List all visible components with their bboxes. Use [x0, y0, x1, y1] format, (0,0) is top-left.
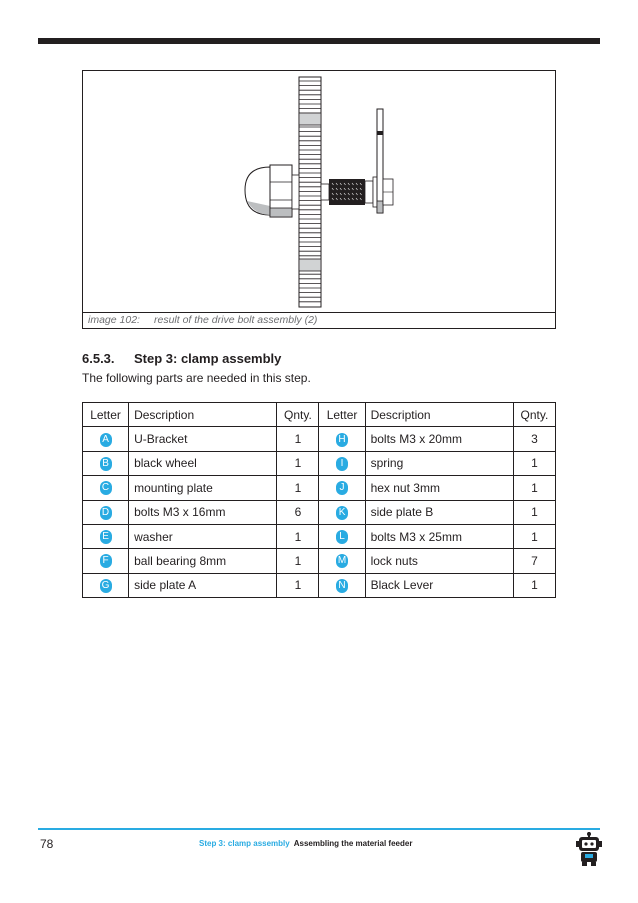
part-quantity: 1	[277, 476, 319, 500]
part-description: U-Bracket	[129, 427, 277, 451]
table-row	[83, 500, 556, 524]
part-quantity: 1	[513, 573, 555, 597]
section-heading	[82, 351, 281, 366]
part-letter-badge: G	[100, 579, 112, 593]
part-letter-badge: J	[336, 481, 348, 495]
part-letter-badge: D	[100, 506, 112, 520]
footer-rule	[38, 828, 600, 830]
footer-section: Step 3: clamp assembly	[199, 839, 290, 848]
figure	[82, 70, 556, 329]
part-quantity: 3	[513, 427, 555, 451]
part-quantity: 1	[513, 476, 555, 500]
robot-logo-icon	[575, 832, 603, 866]
header-description: Description	[129, 403, 277, 427]
part-description: hex nut 3mm	[365, 476, 513, 500]
part-description: side plate A	[129, 573, 277, 597]
header-quantity: Qnty.	[277, 403, 319, 427]
header-description: Description	[365, 403, 513, 427]
part-quantity: 6	[277, 500, 319, 524]
header-letter: Letter	[319, 403, 365, 427]
figure-caption-label: image 102:	[88, 314, 140, 326]
footer-chapter: Assembling the material feeder	[293, 839, 413, 848]
part-description: lock nuts	[365, 549, 513, 573]
part-description: bolts M3 x 20mm	[365, 427, 513, 451]
part-letter-badge: I	[336, 457, 348, 471]
gear-illustration	[299, 77, 321, 307]
part-letter-badge: F	[100, 554, 112, 568]
part-letter-badge: N	[336, 579, 348, 593]
header-letter: Letter	[83, 403, 129, 427]
section-intro: The following parts are needed in this step.	[82, 371, 311, 385]
part-letter-badge: M	[337, 555, 347, 567]
bolt-illustration	[321, 177, 377, 207]
part-quantity: 7	[513, 549, 555, 573]
figure-caption	[83, 312, 555, 328]
table-row	[83, 476, 556, 500]
page-number: 78	[40, 837, 54, 851]
part-letter-badge: H	[336, 433, 348, 447]
header-rule	[38, 38, 600, 44]
part-description: spring	[365, 451, 513, 475]
table-row	[83, 524, 556, 548]
table-row	[83, 549, 556, 573]
part-description: washer	[129, 524, 277, 548]
part-quantity: 1	[277, 451, 319, 475]
section-number: 6.5.3.	[82, 351, 115, 366]
part-description: Black Lever	[365, 573, 513, 597]
part-letter-badge: E	[100, 530, 112, 544]
cap-nut-illustration	[245, 165, 299, 217]
part-description: mounting plate	[129, 476, 277, 500]
part-description: bolts M3 x 16mm	[129, 500, 277, 524]
part-description: bolts M3 x 25mm	[365, 524, 513, 548]
part-quantity: 1	[513, 500, 555, 524]
part-description: black wheel	[129, 451, 277, 475]
part-quantity: 1	[277, 549, 319, 573]
part-letter-badge: A	[100, 433, 112, 447]
parts-table	[82, 402, 556, 598]
part-description: side plate B	[365, 500, 513, 524]
part-description: ball bearing 8mm	[129, 549, 277, 573]
part-letter-badge: C	[100, 481, 112, 495]
header-quantity: Qnty.	[513, 403, 555, 427]
part-quantity: 1	[513, 524, 555, 548]
part-quantity: 1	[277, 524, 319, 548]
table-row	[83, 427, 556, 451]
table-row	[83, 573, 556, 597]
section-title: Step 3: clamp assembly	[134, 351, 282, 366]
part-letter-badge: L	[336, 530, 348, 544]
footer-running-title	[199, 839, 412, 848]
part-quantity: 1	[277, 573, 319, 597]
part-letter-badge: B	[100, 457, 112, 471]
figure-caption-text: result of the drive bolt assembly (2)	[154, 314, 318, 326]
parts-table-header-row	[83, 403, 556, 427]
part-quantity: 1	[277, 427, 319, 451]
part-letter-badge: K	[336, 506, 348, 520]
plate-illustration	[377, 109, 393, 213]
drive-bolt-assembly-illustration	[83, 71, 557, 313]
table-row	[83, 451, 556, 475]
part-quantity: 1	[513, 451, 555, 475]
